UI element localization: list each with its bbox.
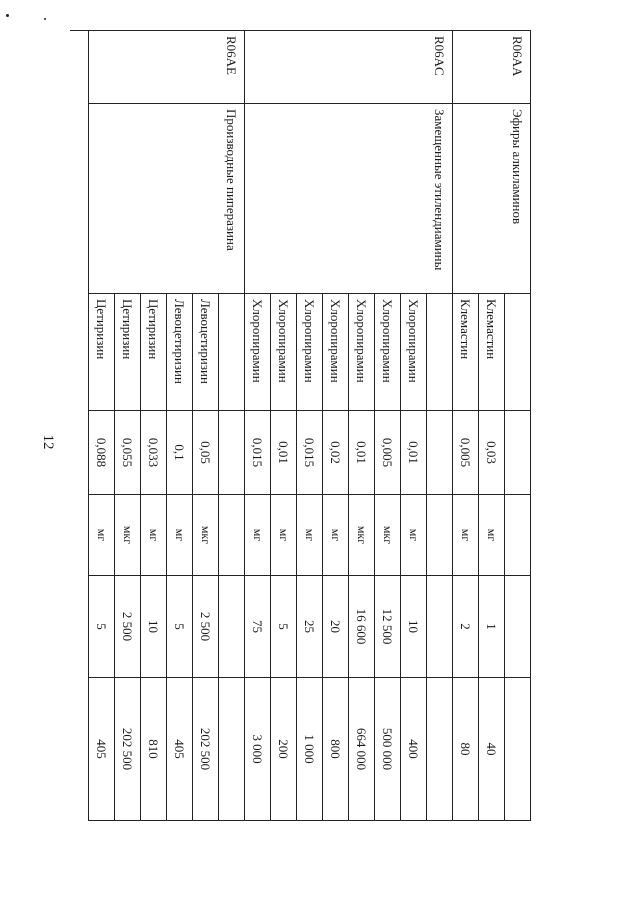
quantity-cell: 2 500 [114, 576, 140, 678]
dose-cell: 0,005 [452, 411, 478, 495]
drug-group-cell [348, 104, 374, 294]
dose-cell: 0,03 [478, 411, 504, 495]
drug-group-cell [88, 104, 114, 294]
drug-group-cell [452, 104, 478, 294]
dose-cell: 0,005 [374, 411, 400, 495]
drug-group-cell [114, 104, 140, 294]
total-cell: 810 [140, 678, 166, 821]
unit-cell: мг [270, 495, 296, 576]
quantity-cell: 25 [296, 576, 322, 678]
total-cell: 800 [322, 678, 348, 821]
drug-name-cell [426, 294, 452, 411]
unit-cell: мг [296, 495, 322, 576]
quantity-cell: 10 [400, 576, 426, 678]
drug-name-cell [504, 294, 530, 411]
atc-code-cell [88, 31, 114, 104]
unit-cell: мг [88, 495, 114, 576]
atc-code-cell [296, 31, 322, 104]
total-cell: 1 000 [296, 678, 322, 821]
quantity-cell: 2 500 [192, 576, 218, 678]
unit-cell: мг [166, 495, 192, 576]
atc-code-cell [348, 31, 374, 104]
atc-code-cell [374, 31, 400, 104]
drug-name-cell [218, 294, 244, 411]
quantity-cell: 5 [88, 576, 114, 678]
unit-cell: мг [452, 495, 478, 576]
drug-name-cell: Хлоропирамин [400, 294, 426, 411]
total-cell [426, 678, 452, 821]
total-cell: 405 [88, 678, 114, 821]
quantity-cell: 1 [478, 576, 504, 678]
total-cell: 400 [400, 678, 426, 821]
drug-name-cell: Хлоропирамин [322, 294, 348, 411]
dose-cell: 0,088 [88, 411, 114, 495]
quantity-cell: 16 600 [348, 576, 374, 678]
drug-group-cell [478, 104, 504, 294]
total-cell: 40 [478, 678, 504, 821]
dose-cell: 0,055 [114, 411, 140, 495]
dose-cell [218, 411, 244, 495]
unit-cell: мг [322, 495, 348, 576]
atc-code-cell [114, 31, 140, 104]
quantity-cell [504, 576, 530, 678]
unit-cell: мг [140, 495, 166, 576]
unit-cell: мкг [348, 495, 374, 576]
drug-name-cell: Хлоропирамин [270, 294, 296, 411]
unit-cell: мг [400, 495, 426, 576]
scan-speck [44, 18, 46, 20]
unit-cell: мг [478, 495, 504, 576]
quantity-cell: 12 500 [374, 576, 400, 678]
drug-name-cell: Клемастин [452, 294, 478, 411]
drug-group-cell [192, 104, 218, 294]
drug-name-cell: Цетиризин [140, 294, 166, 411]
total-cell: 664 000 [348, 678, 374, 821]
atc-code-cell [244, 31, 270, 104]
drug-name-cell: Хлоропирамин [296, 294, 322, 411]
atc-code-cell [400, 31, 426, 104]
page-number: 12 [40, 434, 56, 450]
drug-group-cell [374, 104, 400, 294]
drug-name-cell: Хлоропирамин [348, 294, 374, 411]
quantity-cell: 5 [166, 576, 192, 678]
atc-code-cell: R06AA [504, 31, 530, 104]
quantity-cell: 20 [322, 576, 348, 678]
dose-cell: 0,015 [296, 411, 322, 495]
total-cell: 405 [166, 678, 192, 821]
atc-code-cell [452, 31, 478, 104]
total-cell: 3 000 [244, 678, 270, 821]
drug-name-cell: Клемастин [478, 294, 504, 411]
drug-group-cell: Замещенные этилендиамины [426, 104, 452, 294]
scan-speck [6, 14, 9, 17]
quantity-cell: 5 [270, 576, 296, 678]
atc-code-cell [322, 31, 348, 104]
drug-group-cell: Эфиры алкиламинов [504, 104, 530, 294]
unit-cell [218, 495, 244, 576]
quantity-cell: 2 [452, 576, 478, 678]
quantity-cell: 10 [140, 576, 166, 678]
dose-cell: 0,1 [166, 411, 192, 495]
drug-group-cell [322, 104, 348, 294]
atc-code-cell [166, 31, 192, 104]
quantity-cell: 75 [244, 576, 270, 678]
dose-cell [504, 411, 530, 495]
unit-cell [426, 495, 452, 576]
dose-cell: 0,05 [192, 411, 218, 495]
drug-name-cell: Хлоропирамин [244, 294, 270, 411]
drug-name-cell: Левоцетиризин [192, 294, 218, 411]
dose-cell: 0,033 [140, 411, 166, 495]
total-cell: 80 [452, 678, 478, 821]
drug-name-cell: Цетиризин [114, 294, 140, 411]
drug-group-cell [400, 104, 426, 294]
drug-group-cell [270, 104, 296, 294]
drug-table-wrapper [71, 30, 531, 820]
atc-code-cell [192, 31, 218, 104]
unit-cell [504, 495, 530, 576]
drug-group-cell [296, 104, 322, 294]
quantity-cell [218, 576, 244, 678]
total-cell: 202 500 [114, 678, 140, 821]
drug-group-cell [166, 104, 192, 294]
dose-cell: 0,015 [244, 411, 270, 495]
total-cell [504, 678, 530, 821]
drug-name-cell: Цетиризин [88, 294, 114, 411]
drug-table [70, 30, 531, 821]
drug-group-cell [140, 104, 166, 294]
atc-code-cell [478, 31, 504, 104]
dose-cell: 0,01 [400, 411, 426, 495]
total-cell: 500 000 [374, 678, 400, 821]
total-cell: 200 [270, 678, 296, 821]
unit-cell: мг [244, 495, 270, 576]
unit-cell: мкг [374, 495, 400, 576]
dose-cell [426, 411, 452, 495]
unit-cell: мкг [192, 495, 218, 576]
dose-cell: 0,02 [322, 411, 348, 495]
dose-cell: 0,01 [348, 411, 374, 495]
quantity-cell [426, 576, 452, 678]
drug-name-cell: Хлоропирамин [374, 294, 400, 411]
total-cell: 202 500 [192, 678, 218, 821]
atc-code-cell: R06AC [426, 31, 452, 104]
atc-code-cell [270, 31, 296, 104]
atc-code-cell: R06AE [218, 31, 244, 104]
drug-group-cell: Производные пиперазина [218, 104, 244, 294]
unit-cell: мкг [114, 495, 140, 576]
drug-group-cell [244, 104, 270, 294]
drug-name-cell: Левоцетиризин [166, 294, 192, 411]
atc-code-cell [140, 31, 166, 104]
total-cell [218, 678, 244, 821]
dose-cell: 0,01 [270, 411, 296, 495]
